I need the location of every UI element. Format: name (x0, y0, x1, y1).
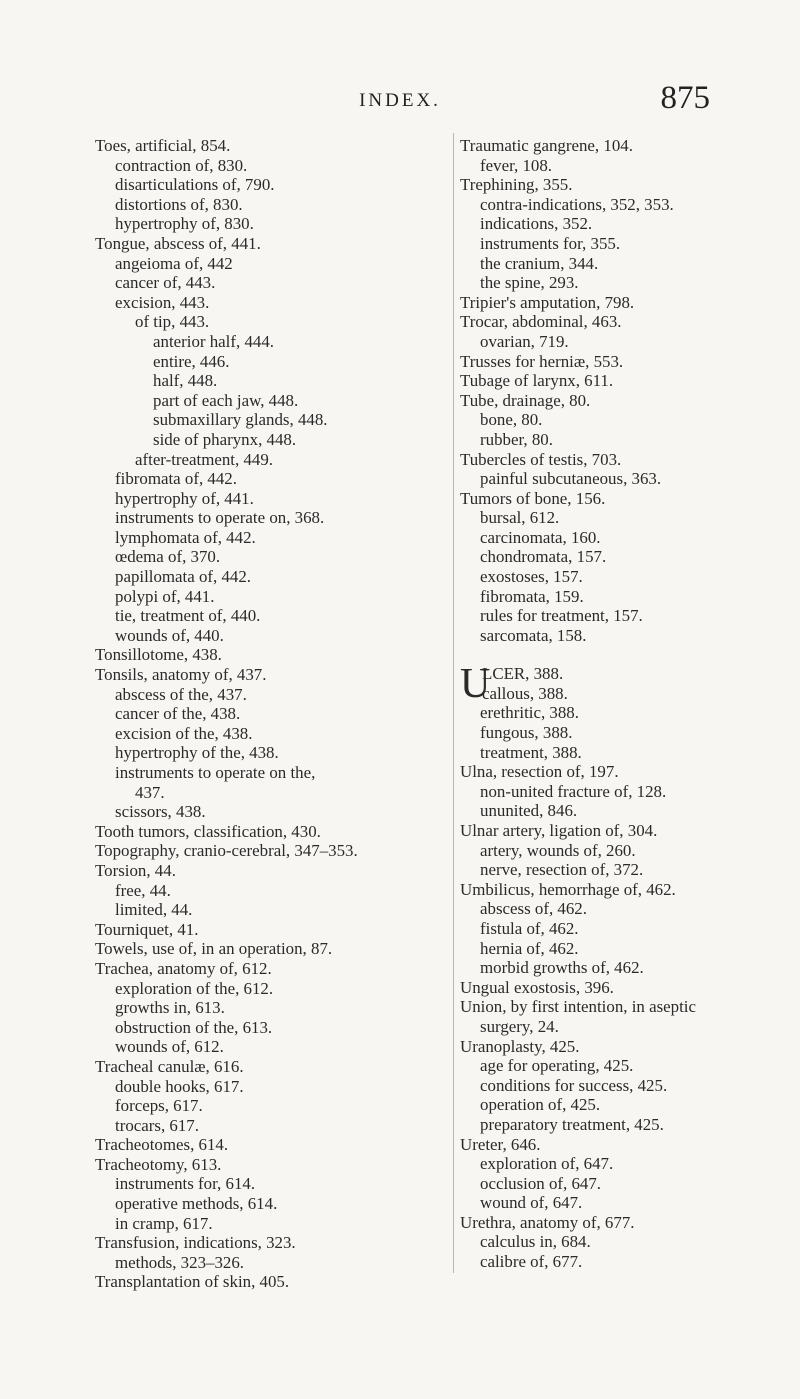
index-subentry: after-treatment, 449. (135, 449, 274, 469)
index-subentry: rules for treatment, 157. (480, 606, 643, 626)
index-entry: Union, by first intention, in aseptic (460, 997, 696, 1017)
index-entry: Tumors of bone, 156. (460, 488, 606, 508)
right-column (460, 136, 790, 1272)
index-entry: Tooth tumors, classification, 430. (95, 821, 321, 841)
index-subentry: fibromata, 159. (480, 586, 584, 606)
index-subentry: age for operating, 425. (480, 1056, 634, 1076)
index-subentry: side of pharynx, 448. (153, 429, 297, 449)
index-entry: Transfusion, indications, 323. (95, 1233, 296, 1253)
index-entry: Tube, drainage, 80. (460, 390, 591, 410)
index-subentry: carcinomata, 160. (480, 527, 601, 547)
index-subentry: œdema of, 370. (115, 547, 221, 567)
index-entry: Tracheotomy, 613. (95, 1154, 222, 1174)
index-subentry: distortions of, 830. (115, 194, 243, 214)
index-subentry: 437. (135, 782, 165, 802)
index-subentry: contraction of, 830. (115, 155, 248, 175)
index-subentry: submaxillary glands, 448. (153, 410, 328, 430)
index-subentry: methods, 323–326. (115, 1252, 245, 1272)
ulcer-subentry: callous, 388. (482, 684, 568, 704)
index-entry: Toes, artificial, 854. (95, 136, 231, 155)
index-subentry: nerve, resection of, 372. (480, 860, 644, 880)
index-subentry: lymphomata of, 442. (115, 527, 256, 547)
index-subentry: calibre of, 677. (480, 1252, 583, 1272)
index-entry: Ulna, resection of, 197. (460, 762, 619, 782)
index-subentry: wound of, 647. (480, 1193, 583, 1213)
index-subentry: tie, treatment of, 440. (115, 606, 261, 626)
index-subentry: limited, 44. (115, 900, 193, 920)
index-subentry: calculus in, 684. (480, 1232, 591, 1252)
index-entry: Ureter, 646. (460, 1134, 541, 1154)
index-subentry: instruments to operate on the, (115, 763, 316, 782)
index-subentry: bone, 80. (480, 410, 543, 430)
index-subentry: the cranium, 344. (480, 253, 599, 273)
index-subentry: half, 448. (153, 371, 218, 391)
index-subentry: hypertrophy of the, 438. (115, 743, 279, 763)
index-entry: Tonsillotome, 438. (95, 645, 222, 665)
index-subentry: abscess of, 462. (480, 899, 587, 919)
index-subentry: instruments to operate on, 368. (115, 508, 325, 528)
index-subentry: fistula of, 462. (480, 918, 579, 938)
index-subentry: bursal, 612. (480, 508, 560, 528)
index-subentry: hernia of, 462. (480, 938, 579, 958)
index-entry: Tonsils, anatomy of, 437. (95, 665, 267, 685)
index-subentry: anterior half, 444. (153, 331, 275, 351)
index-subentry: excision, 443. (115, 292, 210, 312)
index-subentry: ununited, 846. (480, 801, 578, 821)
index-subentry: excision of the, 438. (115, 723, 253, 743)
index-subentry: double hooks, 617. (115, 1076, 244, 1096)
index-subentry: free, 44. (115, 880, 171, 900)
index-subentry: instruments for, 355. (480, 233, 621, 253)
index-subentry: part of each jaw, 448. (153, 390, 299, 410)
index-subentry: exostoses, 157. (480, 567, 583, 587)
index-subentry: fungous, 388. (480, 723, 573, 743)
index-subentry: operation of, 425. (480, 1095, 601, 1115)
index-subentry: contra-indications, 352, 353. (480, 194, 674, 214)
index-subentry: scissors, 438. (115, 802, 206, 822)
index-subentry: exploration of, 647. (480, 1154, 614, 1174)
index-subentry: growths in, 613. (115, 998, 225, 1018)
index-subentry: occlusion of, 647. (480, 1173, 602, 1193)
index-subentry: erethritic, 388. (480, 703, 579, 723)
index-subentry: disarticulations of, 790. (115, 175, 275, 195)
index-subentry: treatment, 388. (480, 742, 582, 762)
index-entry: Trephining, 355. (460, 175, 573, 195)
index-entry: Torsion, 44. (95, 860, 176, 880)
index-entry: Transplantation of skin, 405. (95, 1272, 290, 1292)
left-column (95, 136, 450, 1292)
index-subentry: rubber, 80. (480, 429, 553, 449)
index-entry: Tracheal canulæ, 616. (95, 1056, 244, 1076)
index-subentry: ovarian, 719. (480, 331, 569, 351)
index-entry: Traumatic gangrene, 104. (460, 136, 633, 155)
entries-t (460, 136, 790, 645)
entries-u (460, 703, 790, 1271)
index-subentry: cancer of, 443. (115, 273, 216, 293)
index-entry: Topography, cranio-cerebral, 347–353. (95, 841, 358, 861)
index-subentry: papillomata of, 442. (115, 567, 252, 587)
index-subentry: fever, 108. (480, 155, 553, 175)
index-subentry: wounds of, 612. (115, 1037, 224, 1057)
index-entry: Uranoplasty, 425. (460, 1036, 580, 1056)
index-subentry: operative methods, 614. (115, 1194, 278, 1214)
index-entry: Tubage of larynx, 611. (460, 371, 614, 391)
index-subentry: indications, 352. (480, 214, 593, 234)
index-subentry: obstruction of the, 613. (115, 1017, 273, 1037)
index-subentry: angeioma of, 442 (115, 253, 233, 273)
index-subentry: cancer of the, 438. (115, 704, 241, 724)
column-divider (453, 133, 454, 1273)
index-subentry: exploration of the, 612. (115, 978, 274, 998)
drop-cap: U (460, 661, 491, 708)
index-subentry: sarcomata, 158. (480, 625, 587, 645)
index-entry: Tourniquet, 41. (95, 919, 199, 939)
running-head: INDEX. (359, 90, 441, 111)
ulcer-entry (460, 661, 790, 708)
index-entry: Trachea, anatomy of, 612. (95, 958, 272, 978)
index-subentry: morbid growths of, 462. (480, 958, 644, 978)
index-subentry: polypi of, 441. (115, 586, 215, 606)
index-subentry: surgery, 24. (480, 1016, 559, 1036)
index-subentry: wounds of, 440. (115, 625, 224, 645)
index-subentry: painful subcutaneous, 363. (480, 469, 662, 489)
index-subentry: of tip, 443. (135, 312, 210, 332)
index-subentry: the spine, 293. (480, 273, 579, 293)
index-entry: Urethra, anatomy of, 677. (460, 1212, 635, 1232)
index-entry: Tracheotomes, 614. (95, 1135, 229, 1155)
index-entry: Ungual exostosis, 396. (460, 977, 614, 997)
index-entry: Trusses for herniæ, 553. (460, 351, 624, 371)
index-subentry: in cramp, 617. (115, 1213, 213, 1233)
index-subentry: non-united fracture of, 128. (480, 781, 667, 801)
index-subentry: fibromata of, 442. (115, 469, 237, 489)
page-number: 875 (660, 80, 710, 116)
ulcer-heading: LCER, 388. (482, 664, 564, 684)
index-entry: Towels, use of, in an operation, 87. (95, 939, 333, 959)
index-entry: Tripier's amputation, 798. (460, 292, 635, 312)
index-subentry: hypertrophy of, 441. (115, 488, 254, 508)
index-subentry: preparatory treatment, 425. (480, 1114, 664, 1134)
index-subentry: artery, wounds of, 260. (480, 840, 636, 860)
index-entry: Ulnar artery, ligation of, 304. (460, 821, 658, 840)
index-entry: Trocar, abdominal, 463. (460, 312, 622, 332)
index-subentry: chondromata, 157. (480, 547, 607, 567)
index-entry: Umbilicus, hemorrhage of, 462. (460, 879, 676, 899)
index-subentry: entire, 446. (153, 351, 230, 371)
index-subentry: conditions for success, 425. (480, 1075, 668, 1095)
index-subentry: instruments for, 614. (115, 1174, 256, 1194)
index-subentry: abscess of the, 437. (115, 684, 247, 704)
index-entry: Tubercles of testis, 703. (460, 449, 622, 469)
index-subentry: trocars, 617. (115, 1115, 199, 1135)
index-subentry: forceps, 617. (115, 1096, 203, 1116)
index-entry: Tongue, abscess of, 441. (95, 233, 261, 253)
index-subentry: hypertrophy of, 830. (115, 214, 254, 234)
